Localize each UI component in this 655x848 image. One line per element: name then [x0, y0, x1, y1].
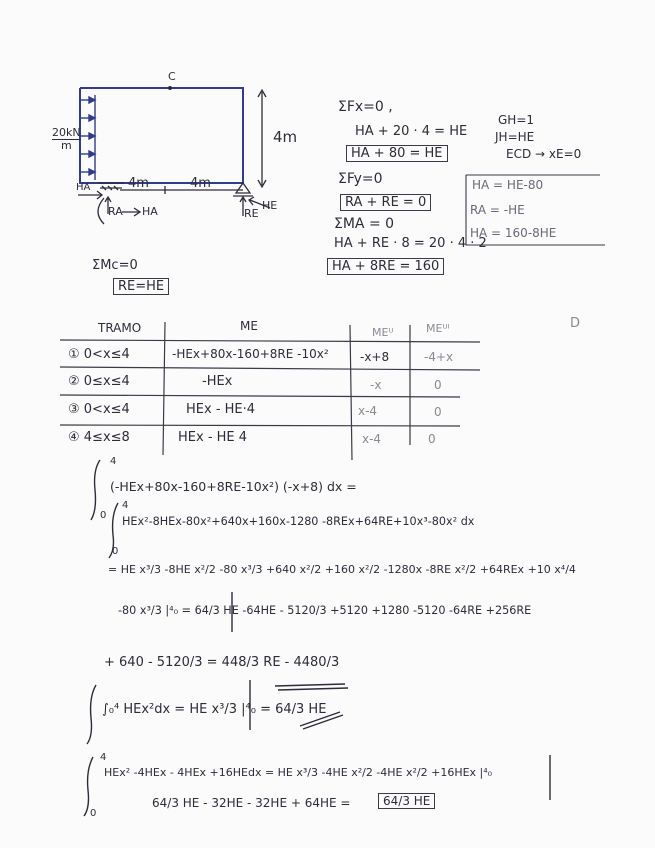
table-header-me-ui: MEᵁᴵ [426, 322, 450, 335]
jh-note: JH=HE [495, 130, 535, 144]
calc-int3: ∫₀⁴ HEx²dx = HE x³/3 |⁴₀ = 64/3 HE [102, 702, 327, 717]
row1-me-u: -x+8 [360, 350, 390, 364]
int4-expr: HEx² -4HEx - 4HEx +16HEdx = HE x³/3 -4HE x²/2 -4HE x²/2 +16HEx |⁴₀ [104, 766, 493, 779]
calc-line5: + 640 - 5120/3 = 448/3 RE - 4480/3 [104, 655, 340, 670]
row2-me: -HEx [202, 374, 233, 389]
row1-me-ui: -4+x [424, 350, 454, 364]
int4-lower: 0 [90, 808, 97, 819]
sum-ma: ΣMA = 0 [334, 216, 395, 232]
he-label: HE [262, 199, 278, 212]
load-label-bottom: m [52, 139, 81, 152]
ma-boxed: HA + 8RE = 160 [327, 258, 444, 275]
row1-tramo: ① 0<x≤4 [68, 347, 130, 362]
final-result-boxed: 64/3 HE [378, 793, 435, 809]
row2-tramo: ② 0≤x≤4 [68, 374, 130, 389]
row2-me-u: -x [370, 378, 382, 392]
int1-upper: 4 [110, 456, 117, 467]
sum-mc: ΣMc=0 [92, 258, 138, 273]
hyper-box-line3: HA = 160-8HE [470, 226, 557, 240]
corner-mark: D [570, 316, 581, 331]
span-left-label: 4m [128, 176, 149, 191]
int2-lower: 0 [112, 546, 119, 557]
calc-line-last: 64/3 HE - 32HE - 32HE + 64HE = [152, 796, 351, 810]
row4-me-u: x-4 [362, 432, 382, 446]
row3-tramo: ③ 0<x≤4 [68, 402, 130, 417]
int2-expr: HEx²-8HEx-80x²+640x+160x-1280 -8REx+64RE+10x³-80x² dx [122, 515, 475, 528]
ha-arrow-label: HA [142, 205, 158, 218]
int1-lower: 0 [100, 510, 107, 521]
load-label-top: 20kN [52, 126, 81, 139]
row3-me-u: x-4 [358, 404, 378, 418]
ha-label: HA [76, 182, 91, 193]
int4-upper: 4 [100, 752, 107, 763]
fy-boxed: RA + RE = 0 [340, 194, 431, 211]
calc-line4: -80 x³/3 |⁴₀ = 64/3 HE -64HE - 5120/3 +5120 +1280 -5120 -64RE +256RE [118, 604, 532, 617]
row1-me: -HEx+80x-160+8RE -10x² [172, 347, 329, 361]
row3-me: HEx - HE·4 [186, 402, 256, 417]
row4-me: HEx - HE 4 [178, 430, 248, 445]
sum-fx: ΣFx=0 , [338, 99, 393, 115]
span-right-label: 4m [190, 176, 211, 191]
row4-me-ui: 0 [428, 432, 436, 446]
hyper-box-line1: HA = HE-80 [472, 178, 544, 192]
row2-me-ui: 0 [434, 378, 442, 392]
ra-label: RA [108, 205, 123, 218]
int1-expr: (-HEx+80x-160+8RE-10x²) (-x+8) dx = [110, 479, 357, 494]
load-label [52, 127, 81, 152]
gh-note: GH=1 [498, 113, 535, 127]
row3-me-ui: 0 [434, 405, 442, 419]
calc-line3: = HE x³/3 -8HE x²/2 -80 x³/3 +640 x²/2 +160 x²/2 -1280x -8RE x²/2 +64REx +10 x⁴/4 [108, 563, 576, 576]
fx-boxed: HA + 80 = HE [346, 145, 448, 162]
height-label: 4m [273, 128, 298, 146]
ecd-note: ECD → xE=0 [506, 147, 582, 161]
table-header-me: ME [240, 319, 258, 333]
hyper-box-line2: RA = -HE [470, 203, 525, 217]
re-label: RE [244, 207, 259, 220]
sum-fy: ΣFy=0 [338, 171, 383, 187]
table-header-tramo: TRAMO [98, 321, 142, 335]
ma-line1: HA + RE · 8 = 20 · 4 · 2 [334, 236, 487, 251]
int2-upper: 4 [122, 500, 129, 511]
point-c-label: C [168, 70, 176, 83]
row4-tramo: ④ 4≤x≤8 [68, 430, 130, 445]
mc-boxed: RE=HE [113, 278, 169, 295]
table-header-me-u: MEᵁ [372, 326, 394, 339]
fx-line1: HA + 20 · 4 = HE [355, 124, 468, 139]
